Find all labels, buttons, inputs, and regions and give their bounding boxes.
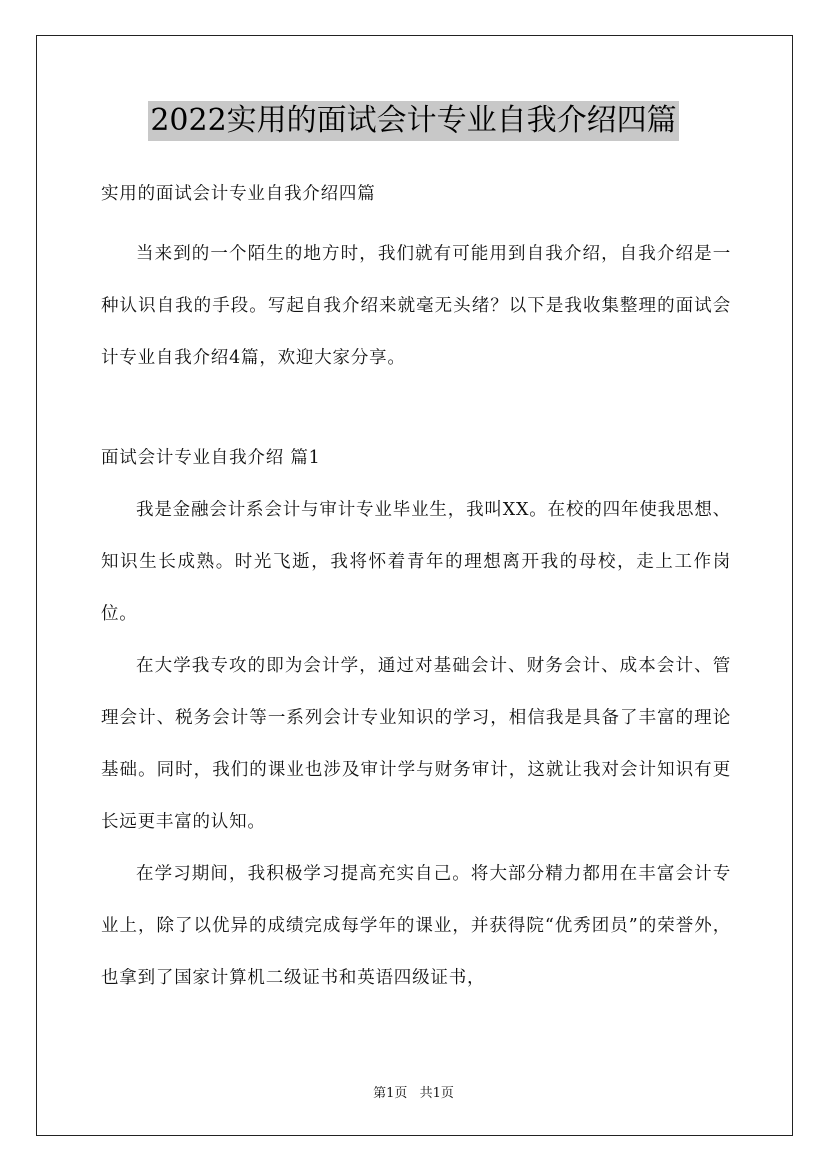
body-paragraph-1: 我是金融会计系会计与审计专业毕业生，我叫XX。在校的四年使我思想、知识生长成熟。时光飞逝，我将怀着青年的理想离开我的母校，走上工作岗位。 (101, 500, 731, 624)
intro-paragraph: 当来到的一个陌生的地方时，我们就有可能用到自我介绍，自我介绍是一种认识自我的手段。写起自我介绍来就毫无头绪？以下是我收集整理的面试会计专业自我介绍4篇，欢迎大家分享。 (101, 244, 731, 368)
document-subtitle: 实用的面试会计专业自我介绍四篇 (101, 184, 376, 204)
page-number-current: 第1页 (373, 1086, 408, 1101)
body-paragraph-3: 在学习期间，我积极学习提高充实自己。将大部分精力都用在丰富会计专业上，除了以优异的成绩完成每学年的课业，并获得院“优秀团员”的荣誉外，也拿到了国家计算机二级证书和英语四级证书， (101, 864, 731, 988)
page-number-total: 共1页 (419, 1086, 454, 1101)
body-paragraph-2: 在大学我专攻的即为会计学，通过对基础会计、财务会计、成本会计、管理会计、税务会计等一系列会计专业知识的学习，相信我是具备了丰富的理论基础。同时，我们的课业也涉及审计学与财务审计，这就让我对会计知识有更长远更丰富的认知。 (101, 656, 731, 832)
page-footer (0, 1082, 827, 1101)
section-heading: 面试会计专业自我介绍 篇1 (101, 448, 321, 468)
title-container (0, 101, 827, 141)
document-title: 2022实用的面试会计专业自我介绍四篇 (148, 101, 678, 141)
document-body (101, 176, 731, 1004)
